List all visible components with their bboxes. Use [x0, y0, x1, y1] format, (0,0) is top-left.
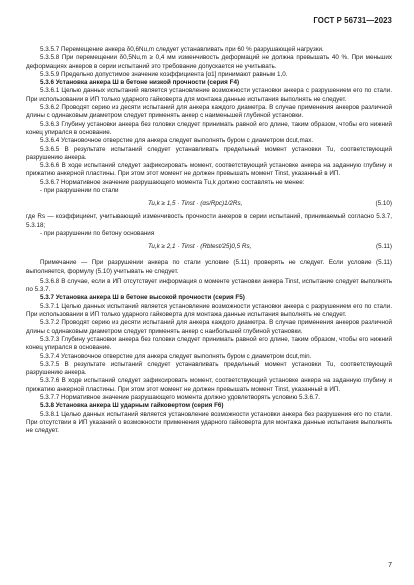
paragraph-5-3-6-4: 5.3.6.4 Установочное отверстие для анкера следует выполнять буром с диаметром dcut,max. [40, 137, 314, 145]
paragraph-5-3-7-7: 5.3.7.7 Нормативное значение разрушающего момента должно удовлетворять условию 5.3.6.7. [40, 393, 321, 401]
paragraph-5-3-7-1: 5.3.7.1 Целью данных испытаний является установление возможности установки анкера с разрушением его по стали. При использовании в ИП только ударного гайковерта для монтажа данные испытания выполнять не следует. [26, 302, 392, 319]
note: Примечание — При разрушении анкера по стали условие (5.11) проверять не следует. Если условие (5.11) выполняется, формулу (5.10) учитывать не следует. [26, 259, 392, 275]
section-heading-5-3-8: 5.3.8 Установка анкера Ш ударным гайковертом (серия F6) [40, 402, 224, 410]
paragraph-5-3-7-6: 5.3.7.6 В ходе испытаний следует зафиксировать момент, соответствующий установке анкера на заданную глубину и прижатию анкерной пластины. При этом этот момент не должен превышать момент Tinst, указанный в ИП. [26, 377, 392, 393]
paragraph-5-3-6-6: 5.3.6.6 В ходе испытаний следует зафиксировать момент, соответствующий установке анкера на заданную глубину и прижатию анкерной пластины. При этом этот момент не должен превышать момент Tinst, указанный в ИП. [26, 162, 392, 178]
paragraph-5-3-6-1: 5.3.6.1 Целью данных испытаний является установление возможности установки анкера с разрушением его по стали. При использовании в ИП только ударного гайковерта для монтажа данные испытания выполнять не следует. [26, 87, 392, 103]
paragraph-5-3-6-7: 5.3.6.7 Нормативное значение разрушающего момента Tu,k должно составлять не менее: [40, 178, 305, 186]
paragraph-where: где Rs — коэффициент, учитывающий изменчивость прочности анкеров в серии испытаний, принимаемый согласно 5.3.7, 5.3.18; [26, 213, 392, 229]
paragraph-5-3-8-1: 5.3.8.1 Целью данных испытаний является установление возможности установки анкера без разрушения его по стали. При отсутствии в ИП указаний о возможности применения ударного гайковерта для монтажа данные испытания выполнять не следует. [26, 410, 392, 435]
page-number: 7 [388, 562, 392, 569]
paragraph-5-3-5-7: 5.3.5.7 Перемещение анкера δ0,6Nu,m следует устанавливать при 60 % разрушающей нагрузки. [40, 46, 324, 53]
section-heading-5-3-7: 5.3.7 Установка анкера Ш в бетоне высокой прочности (серия F5) [40, 294, 245, 302]
formula-5-10 [26, 195, 392, 213]
standard-header: ГОСТ Р 56731—2023 [313, 16, 392, 25]
section-heading-5-3-6: 5.3.6 Установка анкера Ш в бетоне низкой прочности (серия F4) [40, 79, 240, 87]
paragraph-5-3-7-3: 5.3.7.3 Глубину установки анкера без головки следует принимать равной его длине, таким образом, чтобы его нижний конец упирался в основание. [26, 335, 392, 352]
paragraph-5-3-7-2: 5.3.7.2 Проводят серию из десяти испытаний для анкера каждого диаметра. В случае применения анкеров различной длины с одинаковым диаметром следует применять анкер с наибольшей глубиной установки. [26, 319, 392, 335]
formula-expression: Tu,k ≥ 1,5 · Tinst · (αs/Rpc)1/2Rs, [148, 200, 243, 208]
paragraph-5-3-6-8: 5.3.6.8 В случае, если в ИП отсутствует информация о моменте установки анкера Tinst, испытание следует выполнять по 5.3.7. [26, 277, 392, 294]
list-item-concrete: - при разрушении по бетону основания [40, 229, 155, 237]
paragraph-5-3-5-8: 5.3.5.8 При перемещении δ0,5Nu,m ≥ 0,4 мм изменчивость деформаций не должна превышать 40 %. При меньших деформациях анкеров в серии испытаний это требование допускается не учитывать. [26, 54, 392, 70]
paragraph-5-3-6-3: 5.3.6.3 Глубину установки анкера без головки следует принимать равной его длине, таким образом, чтобы его нижний конец упирался в основание. [26, 120, 392, 136]
page-body [26, 46, 392, 435]
formula-number: (5.10) [375, 200, 392, 208]
formula-number: (5.11) [376, 243, 392, 251]
paragraph-5-3-7-5: 5.3.7.5 В результате испытаний следует устанавливать предельный момент установки Tu, соответствующий разрушению анкера. [26, 360, 392, 377]
formula-5-11 [26, 238, 392, 256]
paragraph-5-3-5-9: 5.3.5.9 Предельно допустимое значение коэффициента [α1] принимают равным 1,0. [40, 70, 288, 78]
formula-expression: Tu,k ≥ 2,1 · Tinst · (Rbtest/25)0,5 Rs, [148, 243, 252, 251]
paragraph-5-3-6-5: 5.3.6.5 В результате испытаний следует устанавливать предельный момент установки Tu, соответствующий разрушению анкера. [26, 145, 392, 161]
list-item-steel: - при разрушении по стали [40, 187, 119, 195]
paragraph-5-3-7-4: 5.3.7.4 Установочное отверстие для анкера следует выполнять буром с диаметром dcut,min. [40, 352, 312, 360]
paragraph-5-3-6-2: 5.3.6.2 Проводят серию из десяти испытаний для анкера каждого диаметра. В случае применения анкеров различной длины с одинаковым диаметром следует применять анкер с наименьшей глубиной установки. [26, 104, 392, 120]
